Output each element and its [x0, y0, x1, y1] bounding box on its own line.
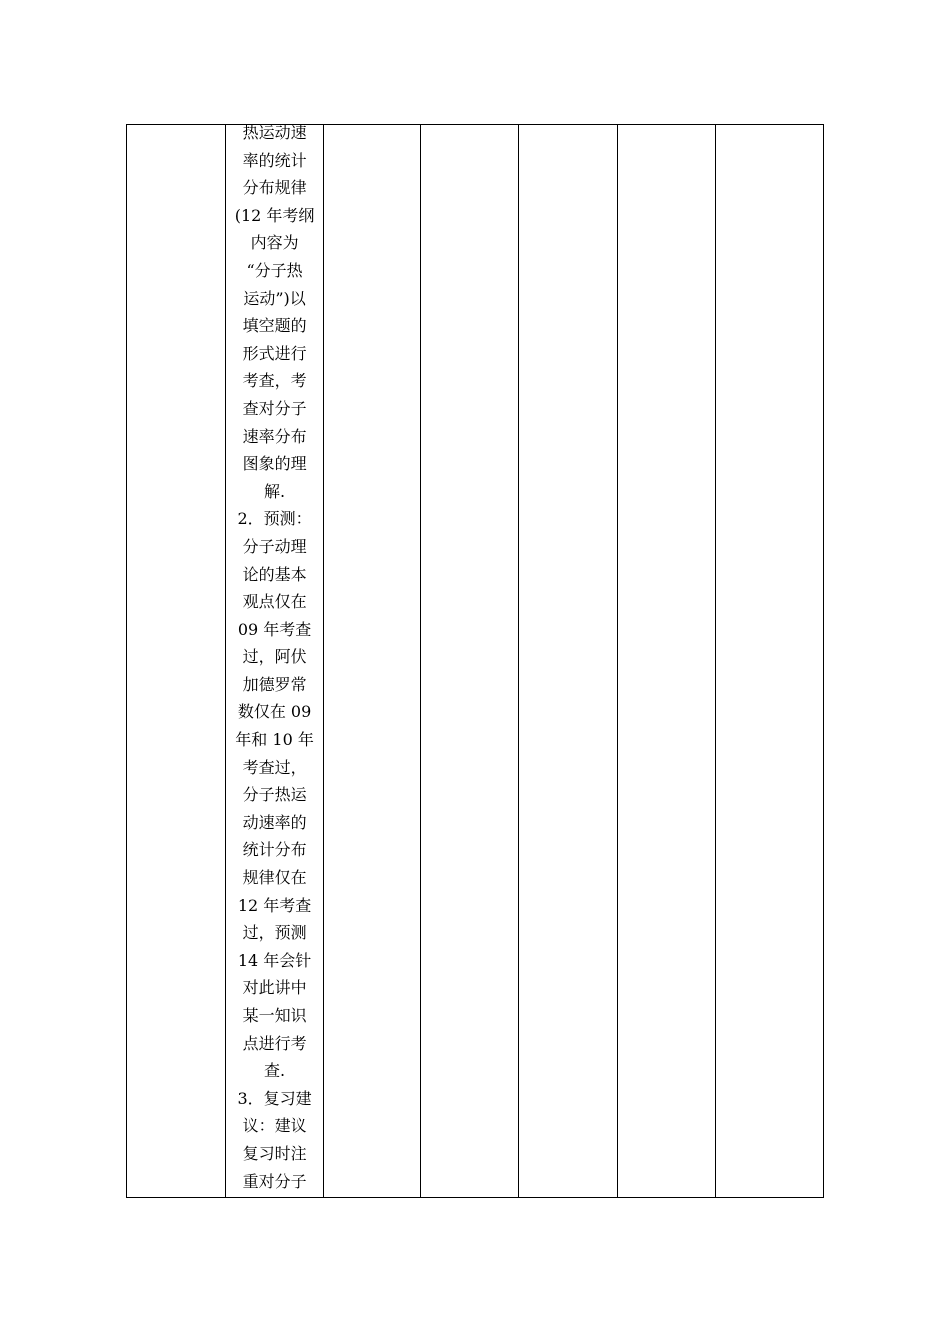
text-line: 2．预测：: [237, 509, 312, 529]
text-line: 某一知识: [242, 1006, 307, 1025]
text-line: 形式进行: [242, 343, 307, 363]
text-line: 点进行考: [242, 1033, 307, 1053]
text-line: 加德罗常: [242, 674, 307, 694]
text-line: 观点仅在: [242, 592, 307, 612]
text-line: 图象的理: [242, 454, 307, 474]
text-line: 12 年考查: [237, 895, 312, 915]
text-line: 查对分子: [242, 398, 307, 418]
text-line: 内容为: [250, 233, 299, 253]
text-line: 过，阿伏: [242, 647, 307, 667]
text-line: (12 年考纲: [234, 205, 315, 225]
text-line: 运动”)以: [243, 288, 306, 308]
text-line: 年和 10 年: [235, 730, 314, 750]
text-line: 分布规律: [242, 178, 307, 198]
table-column-1: [127, 125, 226, 1197]
text-line: 过，预测: [242, 923, 307, 943]
table-column-6: [618, 125, 717, 1197]
text-line: 考查，考: [242, 371, 307, 391]
text-line: 热运动速: [242, 123, 307, 142]
text-line: 复习时注: [242, 1143, 307, 1163]
table-column-3: [324, 125, 421, 1197]
text-line: 动速率的: [242, 812, 307, 832]
text-line: 率的统计: [242, 150, 307, 170]
text-line: 填空题的: [242, 316, 307, 336]
text-line: 论的基本: [242, 564, 307, 584]
document-table: [126, 124, 824, 1198]
text-line: 规律仅在: [242, 868, 307, 888]
text-line: 分子动理: [242, 536, 307, 556]
text-line: 议：建议: [242, 1116, 307, 1136]
table-column-7: [716, 125, 823, 1197]
text-line: 速率分布: [242, 426, 307, 446]
text-line: “分子热: [246, 260, 303, 280]
text-line: 统计分布: [242, 840, 307, 860]
text-line: 重对分子: [242, 1171, 307, 1191]
text-line: 14 年会针: [237, 950, 312, 970]
text-line: 数仅在 09: [237, 702, 312, 722]
table-column-5: [519, 125, 618, 1197]
text-line: 09 年考查: [237, 619, 312, 639]
table-column-2: [226, 125, 325, 1197]
column-2-text: [226, 125, 324, 1195]
table-column-4: [421, 125, 519, 1197]
text-line: 对此讲中: [242, 978, 307, 998]
text-line: 3．复习建: [237, 1088, 312, 1108]
text-line: 考查过，: [242, 757, 307, 777]
text-line: 查.: [264, 1061, 286, 1081]
text-line: 分子热运: [242, 785, 307, 805]
text-line: 解.: [264, 481, 286, 501]
